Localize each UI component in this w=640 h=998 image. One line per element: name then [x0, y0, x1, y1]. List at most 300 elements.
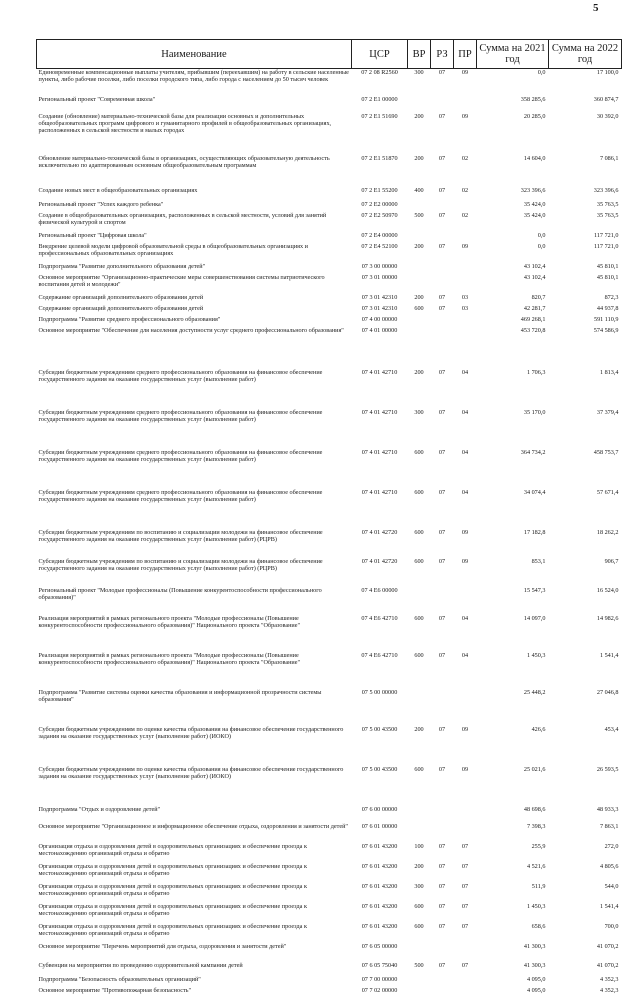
table-row [37, 409, 622, 449]
row-vr [408, 987, 431, 998]
row-sum-2021: 41 300,3 [523, 942, 546, 950]
row-pr: 04 [461, 651, 469, 659]
row-pr: 07 [461, 862, 469, 870]
row-sum-2022: 4 805,6 [599, 862, 619, 870]
row-vr: 300 [414, 69, 424, 76]
row-csr: 07 4 00 00000 [361, 315, 398, 323]
row-csr: 07 6 01 43200 [361, 882, 398, 890]
row-rz: 07 [438, 651, 446, 659]
table-row [37, 449, 622, 489]
row-name: Создание в общеобразовательных организациях, расположенных в сельской местности, условий для занятий физической культурой и спортом [38, 211, 327, 226]
header-sum-2021: Сумма на 2021 год [477, 40, 549, 69]
row-sum-2021: 15 547,3 [523, 586, 546, 594]
page-number: 5 [593, 2, 599, 14]
row-pr: 02 [461, 211, 469, 219]
table-row [37, 187, 622, 201]
row-name: Организация отдыха и оздоровления детей в оздоровительных организациях и обеспечение проезда к местонахождению организаций отдыха и обратно [38, 902, 307, 917]
row-csr: 07 3 01 00000 [361, 273, 398, 281]
row-sum-2022: 17 100,0 [596, 69, 619, 76]
table-row [37, 155, 622, 187]
table-row [37, 69, 622, 96]
table-row [37, 212, 622, 232]
row-pr: 04 [461, 408, 469, 416]
row-sum-2021: 4 095,0 [526, 986, 546, 994]
header-vr: ВР [408, 40, 431, 69]
row-csr: 07 2 Е4 52100 [361, 242, 398, 250]
table-row [37, 823, 622, 843]
row-sum-2022: 41 070,2 [596, 942, 619, 950]
row-name: Создание (обновление) материально-технической базы для реализации основных и дополнительных общеобразовательных программ цифрового и гуманитарного профилей в общеобразовательных организациях, расположенных в сельской местности и малых городах [38, 112, 332, 135]
row-name: Реализация мероприятий в рамках регионального проекта "Молодые профессионалы (Повышение конкурентоспособности профессионального образования)" Национального проекта "Образование" [38, 614, 300, 629]
row-sum-2021: 25 448,2 [523, 688, 546, 696]
table-row [37, 201, 622, 212]
row-rz: 07 [438, 614, 446, 622]
row-sum-2021: 658,6 [531, 922, 546, 930]
row-sum-2021: 469 268,1 [520, 315, 546, 323]
row-name: Обновление материально-технической базы в организациях, осуществляющих образовательную деятельность исключительно по адаптированным основным общеобразовательным программам [38, 154, 330, 169]
row-rz: 07 [438, 882, 446, 890]
table-body [37, 69, 622, 998]
row-csr: 07 6 01 43200 [361, 922, 398, 930]
row-pr: 07 [461, 922, 469, 930]
row-pr [454, 823, 477, 843]
row-vr: 600 [414, 448, 424, 456]
row-pr [454, 943, 477, 962]
row-vr: 100 [414, 842, 424, 850]
row-rz [431, 689, 454, 726]
row-pr [454, 327, 477, 369]
row-sum-2021: 358 285,6 [520, 95, 546, 103]
row-rz: 07 [438, 448, 446, 456]
row-csr: 07 2 08 R2560 [361, 69, 398, 76]
row-csr: 07 4 Е6 42710 [361, 651, 398, 659]
row-name: Основное мероприятие "Перечень мероприятий для отдыха, оздоровления и занятости детей" [38, 942, 287, 950]
row-pr [454, 274, 477, 294]
budget-table [36, 39, 621, 998]
table-row [37, 96, 622, 113]
row-pr [454, 263, 477, 274]
row-csr: 07 4 01 42710 [361, 448, 398, 456]
row-pr: 04 [461, 368, 469, 376]
row-pr: 07 [461, 961, 469, 969]
table-row [37, 263, 622, 274]
row-vr [408, 274, 431, 294]
table-row [37, 316, 622, 327]
row-csr: 07 3 01 42310 [361, 304, 398, 312]
row-pr: 09 [461, 242, 469, 250]
row-sum-2022: 591 110,9 [593, 315, 619, 323]
row-sum-2021: 20 285,0 [523, 112, 546, 120]
row-sum-2021: 453 720,8 [520, 326, 546, 334]
row-csr: 07 6 01 43200 [361, 862, 398, 870]
table-row [37, 962, 622, 976]
row-name: Организация отдыха и оздоровления детей в оздоровительных организациях и обеспечение проезда к местонахождению организаций отдыха и обратно [38, 842, 307, 857]
row-name: Организация отдыха и оздоровления детей в оздоровительных организациях и обеспечение проезда к местонахождению организаций отдыха и обратно [38, 882, 307, 897]
row-pr [454, 806, 477, 823]
row-name: Реализация мероприятий в рамках регионального проекта "Молодые профессионалы (Повышение конкурентоспособности профессионального образования)" Национального проекта "Образование" [38, 651, 300, 666]
row-sum-2021: 853,1 [531, 557, 546, 565]
row-rz: 07 [438, 961, 446, 969]
row-csr: 07 3 01 42310 [361, 293, 398, 301]
row-csr: 07 6 00 00000 [361, 805, 398, 813]
row-rz [431, 201, 454, 212]
row-csr: 07 4 01 42720 [361, 528, 398, 536]
row-csr: 07 2 Е1 51690 [361, 112, 398, 120]
row-sum-2021: 25 021,6 [523, 765, 546, 773]
row-csr: 07 6 05 75040 [361, 961, 398, 969]
row-vr: 600 [414, 902, 424, 910]
row-sum-2022: 544,0 [604, 882, 619, 890]
row-pr: 03 [461, 304, 469, 312]
row-rz: 07 [438, 862, 446, 870]
row-sum-2021: 426,6 [531, 725, 546, 733]
row-name: Основное мероприятие "Противопожарная безопасность" [38, 986, 191, 994]
row-csr: 07 4 01 00000 [361, 326, 398, 334]
row-pr [454, 201, 477, 212]
row-pr: 09 [461, 725, 469, 733]
row-name: Субсидии бюджетным учреждениям среднего профессионального образования на финансовое обеспечение государственного задания на оказание государственных услуг (выполнение работ) [38, 448, 323, 463]
row-rz: 07 [438, 528, 446, 536]
row-sum-2021: 14 097,0 [523, 614, 546, 622]
row-vr: 300 [414, 882, 424, 890]
row-pr: 09 [461, 557, 469, 565]
row-name: Субсидии бюджетным учреждениям среднего профессионального образования на финансовое обеспечение государственного задания на оказание государственных услуг (выполнение работ) [38, 368, 323, 383]
header-name: Наименование [37, 40, 352, 69]
table-row [37, 987, 622, 998]
row-sum-2021: 17 182,8 [523, 528, 546, 536]
row-name: Субсидии бюджетным учреждениям по воспитанию и социализации молодежи на финансовое обеспечение государственного задания на оказание государственных услуг (выполнение работ) (РЦРВ) [38, 557, 323, 572]
row-sum-2022: 700,0 [604, 922, 619, 930]
row-vr: 600 [414, 651, 424, 659]
row-csr: 07 2 Е1 00000 [361, 95, 398, 103]
row-name: Подпрограмма "Безопасность образовательных организаций" [38, 975, 201, 983]
table-row [37, 976, 622, 987]
row-rz: 07 [438, 765, 446, 773]
table-row [37, 274, 622, 294]
row-csr: 07 2 Е1 55200 [361, 186, 398, 194]
row-sum-2021: 4 521,6 [526, 862, 546, 870]
row-name: Субсидии бюджетным учреждениям среднего профессионального образования на финансовое обеспечение государственного задания на оказание государственных услуг (выполнение работ) [38, 408, 323, 423]
row-rz [431, 987, 454, 998]
row-vr: 600 [414, 304, 424, 312]
row-vr [408, 96, 431, 113]
row-name: Региональный проект "Цифровая школа" [38, 231, 147, 239]
table-row [37, 615, 622, 652]
row-sum-2022: 35 763,5 [596, 211, 619, 219]
table-row [37, 587, 622, 615]
row-rz [431, 806, 454, 823]
table-row [37, 863, 622, 883]
row-vr: 200 [414, 154, 424, 162]
row-rz: 07 [438, 922, 446, 930]
row-vr: 200 [414, 368, 424, 376]
row-vr: 600 [414, 557, 424, 565]
row-csr: 07 2 Е2 50970 [361, 211, 398, 219]
row-csr: 07 7 00 00000 [361, 975, 398, 983]
header-pr: ПР [454, 40, 477, 69]
row-sum-2021: 511,9 [531, 882, 546, 890]
row-sum-2022: 323 396,6 [593, 186, 619, 194]
table-header [37, 40, 622, 69]
row-pr [454, 689, 477, 726]
row-pr: 04 [461, 488, 469, 496]
row-pr [454, 316, 477, 327]
row-sum-2021: 1 450,3 [526, 651, 546, 659]
row-name: Содержание организаций дополнительного образования детей [38, 304, 204, 312]
row-sum-2022: 48 933,3 [596, 805, 619, 813]
row-pr [454, 987, 477, 998]
row-sum-2021: 4 095,0 [526, 975, 546, 983]
row-sum-2021: 1 706,3 [526, 368, 546, 376]
table-row [37, 923, 622, 943]
table-row [37, 652, 622, 689]
header-rz: РЗ [431, 40, 454, 69]
row-sum-2021: 35 424,0 [523, 211, 546, 219]
row-name: Региональный проект "Успех каждого ребенка" [38, 200, 164, 208]
row-csr: 07 6 01 43200 [361, 902, 398, 910]
row-csr: 07 7 02 00000 [361, 986, 398, 994]
row-name: Субвенции на мероприятия по проведению оздоровительной кампании детей [38, 961, 243, 969]
row-csr: 07 4 01 42710 [361, 408, 398, 416]
header-csr: ЦСР [352, 40, 408, 69]
row-sum-2022: 458 753,7 [593, 448, 619, 456]
row-csr: 07 4 01 42710 [361, 488, 398, 496]
header-sum-2022: Сумма на 2022 год [549, 40, 622, 69]
row-csr: 07 2 Е2 00000 [361, 200, 398, 208]
row-name: Основное мероприятие "Организационное и информационное обеспечение отдыха, оздоровления и занятости детей" [38, 822, 348, 830]
row-rz: 07 [438, 368, 446, 376]
row-name: Субсидии бюджетным учреждениям по оценке качества образования на финансовое обеспечение государственного задания на оказание государственных услуг (выполнение работ) (ИОКО) [38, 765, 344, 780]
table-row [37, 489, 622, 529]
row-rz [431, 96, 454, 113]
row-csr: 07 5 00 43500 [361, 765, 398, 773]
row-sum-2022: 360 874,7 [593, 95, 619, 103]
row-vr: 300 [414, 408, 424, 416]
row-csr: 07 6 01 00000 [361, 822, 398, 830]
row-sum-2022: 26 593,5 [596, 765, 619, 773]
row-csr: 07 5 00 43500 [361, 725, 398, 733]
row-rz: 07 [438, 304, 446, 312]
row-sum-2022: 35 763,5 [596, 200, 619, 208]
row-sum-2022: 1 541,4 [599, 651, 619, 659]
row-sum-2021: 43 102,4 [523, 262, 546, 270]
row-sum-2022: 906,7 [604, 557, 619, 565]
row-rz: 07 [438, 211, 446, 219]
row-name: Внедрение целевой модели цифровой образовательной среды в общеобразовательных организациях и профессиональных образовательных организациях [38, 242, 308, 257]
row-sum-2022: 1 541,4 [599, 902, 619, 910]
row-sum-2022: 4 352,3 [599, 986, 619, 994]
row-rz [431, 263, 454, 274]
row-sum-2022: 7 863,1 [599, 822, 619, 830]
row-vr: 200 [414, 112, 424, 120]
row-sum-2022: 4 352,3 [599, 975, 619, 983]
row-name: Региональный проект "Молодые профессионалы (Повышение конкурентоспособности профессионального образования)" [38, 586, 322, 601]
row-pr: 03 [461, 293, 469, 301]
row-name: Содержание организаций дополнительного образования детей [38, 293, 204, 301]
row-name: Подпрограмма "Развитие системы оценки качества образования и информационной прозрачности системы образования" [38, 688, 322, 703]
row-pr: 04 [461, 614, 469, 622]
table-row [37, 943, 622, 962]
row-rz [431, 232, 454, 243]
row-sum-2022: 574 586,9 [593, 326, 619, 334]
row-sum-2021: 364 734,2 [520, 448, 546, 456]
row-pr [454, 232, 477, 243]
row-csr: 07 5 00 00000 [361, 688, 398, 696]
row-csr: 07 2 Е1 51870 [361, 154, 398, 162]
table-row [37, 689, 622, 726]
row-rz [431, 274, 454, 294]
row-pr [454, 96, 477, 113]
row-name: Организация отдыха и оздоровления детей в оздоровительных организациях и обеспечение проезда к местонахождению организаций отдыха и обратно [38, 922, 307, 937]
table-row [37, 232, 622, 243]
row-sum-2022: 16 524,0 [596, 586, 619, 594]
row-vr [408, 689, 431, 726]
row-rz: 07 [438, 69, 446, 76]
row-sum-2021: 48 698,6 [523, 805, 546, 813]
row-rz: 07 [438, 557, 446, 565]
table-row [37, 327, 622, 369]
row-csr: 07 2 Е4 00000 [361, 231, 398, 239]
row-rz: 07 [438, 293, 446, 301]
row-pr: 04 [461, 448, 469, 456]
row-vr [408, 976, 431, 987]
row-name: Субсидии бюджетным учреждениям среднего профессионального образования на финансовое обеспечение государственного задания на оказание государственных услуг (выполнение работ) [38, 488, 323, 503]
row-rz: 07 [438, 112, 446, 120]
row-rz [431, 316, 454, 327]
row-rz: 07 [438, 842, 446, 850]
row-pr: 09 [461, 112, 469, 120]
row-rz: 07 [438, 725, 446, 733]
row-sum-2022: 453,4 [604, 725, 619, 733]
row-vr [408, 823, 431, 843]
table-row [37, 766, 622, 806]
row-sum-2021: 0,0 [537, 242, 546, 250]
table-row [37, 369, 622, 409]
row-sum-2021: 42 281,7 [523, 304, 546, 312]
row-rz: 07 [438, 902, 446, 910]
row-vr [408, 806, 431, 823]
row-name: Субсидии бюджетным учреждениям по оценке качества образования на финансовое обеспечение государственного задания на оказание государственных услуг (выполнение работ) (ИОКО) [38, 725, 344, 740]
row-csr: 07 4 01 42710 [361, 368, 398, 376]
row-sum-2022: 117 721,0 [593, 231, 619, 239]
row-name: Единовременные компенсационные выплаты учителям, прибывшим (переехавшим) на работу в сельские населенные пункты, либо рабочие поселки, либо поселки городского типа, либо города с населением до 50 тысяч человек [38, 69, 349, 84]
row-sum-2022: 37 379,4 [596, 408, 619, 416]
row-sum-2021: 41 300,3 [523, 961, 546, 969]
row-sum-2021: 0,0 [537, 231, 546, 239]
row-vr: 600 [414, 528, 424, 536]
row-vr: 600 [414, 922, 424, 930]
row-sum-2021: 34 074,4 [523, 488, 546, 496]
row-vr [408, 232, 431, 243]
row-csr: 07 6 01 43200 [361, 842, 398, 850]
row-sum-2022: 14 982,6 [596, 614, 619, 622]
row-sum-2021: 35 424,0 [523, 200, 546, 208]
row-name: Региональный проект "Современная школа" [38, 95, 156, 103]
row-rz [431, 327, 454, 369]
row-vr: 600 [414, 488, 424, 496]
row-name: Основное мероприятие "Обеспечение для населения доступности услуг среднего профессионального образования" [38, 326, 344, 334]
row-sum-2021: 323 396,6 [520, 186, 546, 194]
table-row [37, 726, 622, 766]
row-name: Подпрограмма "Отдых и оздоровление детей" [38, 805, 161, 813]
row-vr: 600 [414, 765, 424, 773]
row-rz: 07 [438, 154, 446, 162]
row-pr: 09 [461, 528, 469, 536]
row-csr: 07 3 00 00000 [361, 262, 398, 270]
row-pr: 02 [461, 186, 469, 194]
row-pr: 07 [461, 842, 469, 850]
row-name: Организация отдыха и оздоровления детей в оздоровительных организациях и обеспечение проезда к местонахождению организаций отдыха и обратно [38, 862, 307, 877]
row-rz [431, 943, 454, 962]
row-vr [408, 587, 431, 615]
table-row [37, 843, 622, 863]
row-name: Основное мероприятие "Организационно-практические меры совершенствования системы патриотического воспитания детей и молодежи" [38, 273, 325, 288]
row-sum-2022: 272,0 [604, 842, 619, 850]
row-vr: 200 [414, 293, 424, 301]
row-vr: 200 [414, 242, 424, 250]
row-sum-2022: 45 810,1 [596, 273, 619, 281]
row-pr: 07 [461, 882, 469, 890]
row-sum-2021: 820,7 [531, 293, 546, 301]
row-csr: 07 4 Е6 00000 [361, 586, 398, 594]
row-sum-2022: 18 262,2 [596, 528, 619, 536]
table-row [37, 903, 622, 923]
row-name: Подпрограмма "Развитие среднего профессионального образования" [38, 315, 221, 323]
row-vr [408, 327, 431, 369]
row-sum-2022: 117 721,0 [593, 242, 619, 250]
row-vr [408, 263, 431, 274]
row-sum-2021: 43 102,4 [523, 273, 546, 281]
row-pr [454, 587, 477, 615]
table-row [37, 806, 622, 823]
row-rz [431, 587, 454, 615]
row-sum-2022: 1 813,4 [599, 368, 619, 376]
row-pr: 07 [461, 902, 469, 910]
row-sum-2021: 35 170,0 [523, 408, 546, 416]
row-vr: 500 [414, 961, 424, 969]
row-sum-2022: 30 392,0 [596, 112, 619, 120]
table-row [37, 558, 622, 587]
row-vr [408, 943, 431, 962]
row-name: Создание новых мест в общеобразовательных организациях [38, 186, 198, 194]
row-pr: 02 [461, 154, 469, 162]
table-row [37, 883, 622, 903]
row-rz [431, 823, 454, 843]
row-sum-2022: 41 070,2 [596, 961, 619, 969]
row-vr [408, 316, 431, 327]
row-sum-2021: 7 398,3 [526, 822, 546, 830]
row-pr: 09 [461, 765, 469, 773]
row-sum-2022: 45 810,1 [596, 262, 619, 270]
table-row [37, 243, 622, 263]
row-sum-2022: 44 937,8 [596, 304, 619, 312]
row-rz [431, 976, 454, 987]
row-name: Субсидии бюджетным учреждениям по воспитанию и социализации молодежи на финансовое обеспечение государственного задания на оказание государственных услуг (выполнение работ) (РЦРВ) [38, 528, 323, 543]
row-sum-2022: 7 086,1 [599, 154, 619, 162]
row-vr: 200 [414, 725, 424, 733]
row-sum-2021: 14 604,0 [523, 154, 546, 162]
row-csr: 07 4 01 42720 [361, 557, 398, 565]
table-row [37, 113, 622, 155]
table-row [37, 529, 622, 558]
row-sum-2022: 872,3 [604, 293, 619, 301]
row-sum-2022: 57 671,4 [596, 488, 619, 496]
row-sum-2022: 27 046,8 [596, 688, 619, 696]
row-rz: 07 [438, 488, 446, 496]
row-csr: 07 6 05 00000 [361, 942, 398, 950]
row-name: Подпрограмма "Развитие дополнительного образования детей" [38, 262, 206, 270]
row-rz: 07 [438, 408, 446, 416]
